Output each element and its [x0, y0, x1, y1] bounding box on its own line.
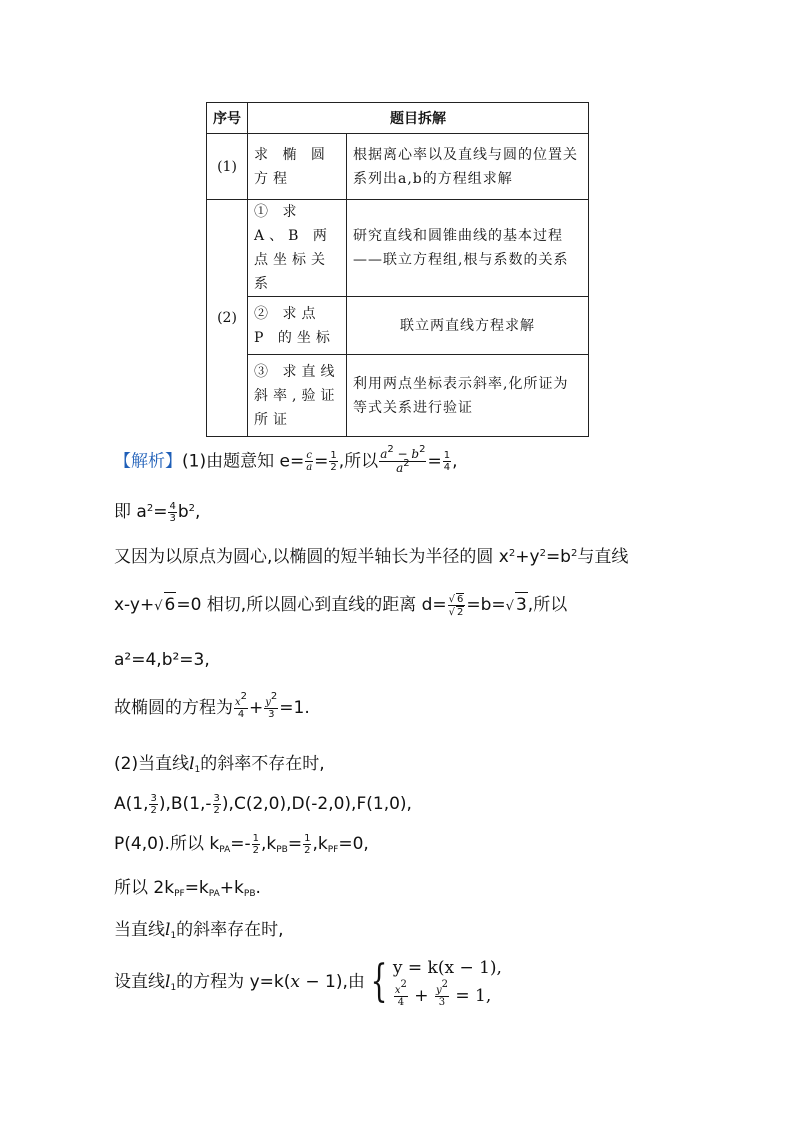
text: =1.: [279, 698, 310, 718]
text: P(4,0).所以 k: [114, 834, 220, 854]
solution-line-7: (2)当直线$l_1$的斜率不存在时,: [114, 754, 325, 775]
solution-line-10: 所以 $2k_{PF}=k_{PA}+k_{PB}$.: [114, 878, 261, 899]
text: 即 a: [114, 502, 147, 522]
text: 当直线: [114, 920, 165, 940]
text: 的斜率不存在时,: [200, 754, 325, 774]
text: 又因为以原点为圆心,以椭圆的短半轴长为半径的圆 x: [114, 547, 509, 567]
system-brace: {: [370, 956, 388, 1007]
table-row: [207, 134, 589, 200]
table-cell-step: 求 椭 圆 方程: [248, 134, 347, 200]
solution-line-2: 即 $a^2=$ $\frac{4}{3}$ $b^2$,: [114, 500, 201, 524]
solution-line-9: P(4,0).所以 $k_{PA}=-$ $\frac{1}{2}$ $,k_{PB}=$ $\frac{1}{2}$ $,k_{PF}=0$,: [114, 832, 369, 856]
fraction: $\frac{1}{4}$: [443, 450, 451, 473]
table-header-no: 序号: [207, 103, 248, 134]
text: 所以 2k: [114, 878, 175, 898]
text: 的斜率存在时,: [176, 920, 284, 940]
system-eq-2: $\frac{x^2}{4}$ + $\frac{y^2}{3}$ = 1,: [394, 979, 492, 1008]
text: 与直线: [577, 547, 629, 567]
solution-line-5: a²=4,b²=3,: [114, 650, 210, 670]
text: ,由: [342, 972, 365, 992]
table-cell-step: ① 求 A、B 两点坐标关系: [248, 200, 347, 297]
table-header-breakdown: 题目拆解: [248, 103, 589, 134]
fraction: $\frac{1}{2}$: [304, 832, 311, 856]
table-row: [207, 200, 589, 297]
fraction: $\frac{1}{2}$: [330, 450, 337, 473]
table-cell-desc: 利用两点坐标表示斜率,化所证为等式关系进行验证: [347, 355, 589, 437]
text: ,所以: [527, 595, 568, 615]
table-cell-step: ② 求点 P 的坐标: [248, 297, 347, 355]
table-cell-no: (2): [207, 200, 248, 437]
fraction: $\frac{a^2 - b^2}{a^2}$: [380, 444, 426, 475]
system-eq-1: y = k(x − 1),: [392, 958, 502, 978]
table-row: [207, 297, 589, 355]
fraction: $\frac{1}{2}$: [252, 832, 259, 856]
text: =0 相切,所以圆心到直线的距离 d=: [176, 595, 447, 615]
text: 设直线: [114, 972, 165, 992]
fraction: $\frac{y^2}{3}$: [435, 979, 448, 1008]
table-cell-desc: 联立两直线方程求解: [347, 297, 589, 355]
solution-line-12: 设直线$l_1$的方程为 y=k(x − 1),由 { y = k(x − 1), $\frac{x^2}{4}$ + $\frac{y^2}{3}$ = 1,: [114, 956, 502, 1008]
text: ),C(2,0),D(-2,0),F(1,0),: [221, 794, 412, 814]
table-header-row: [207, 103, 589, 134]
text: x-y+: [114, 595, 155, 615]
solution-line-3: 又因为以原点为圆心,以椭圆的短半轴长为半径的圆 $x^2+y^2=b^2$与直线: [114, 547, 629, 567]
solution-line-6: 故椭圆的方程为 $\frac{x^2}{4}$ + $\frac{y^2}{3}$ =1.: [114, 690, 310, 720]
text: 故椭圆的方程为: [114, 698, 233, 718]
text: 的方程为 y=k: [176, 972, 284, 992]
table-cell-desc: 根据离心率以及直线与圆的位置关系列出a,b的方程组求解: [347, 134, 589, 200]
table-cell-step: ③ 求直线斜率,验证所证: [248, 355, 347, 437]
solution-label: 【解析】: [114, 451, 182, 472]
equation-system: [393, 954, 502, 1010]
breakdown-table: [206, 102, 589, 437]
text: ,所以: [338, 451, 379, 472]
fraction: $\frac{x^2}{4}$: [235, 690, 248, 720]
fraction: $\frac{c}{a}$: [306, 450, 313, 473]
table-row: [207, 355, 589, 437]
fraction: $\frac{3}{2}$: [150, 792, 157, 816]
fraction: $\frac{x^2}{4}$: [394, 979, 407, 1008]
fraction: $\frac{4}{3}$: [169, 500, 176, 524]
solution-line-1: 【解析】(1)由题意知 e= $\frac{c}{a}$ = $\frac{1}{2}$ ,所以 $\frac{a^2 - b^2}{a^2}$ = $\frac{1}{4}$ ,: [114, 444, 458, 475]
solution-line-11: 当直线$l_1$的斜率存在时,: [114, 920, 284, 941]
text: = 1,: [455, 986, 492, 1006]
table-cell-desc: 研究直线和圆锥曲线的基本过程——联立方程组,根与系数的关系: [347, 200, 589, 297]
text: (2)当直线: [114, 754, 190, 774]
solution-line-4: x-y+√ 6=0 相切,所以圆心到直线的距离 d= $\frac{√ 6}{√ 2}$ =b=√ 3,所以: [114, 593, 568, 618]
fraction: $\frac{y^2}{3}$: [265, 690, 278, 720]
table-cell-no: (1): [207, 134, 248, 200]
text: A(1,: [114, 794, 149, 814]
solution-line-8: [114, 792, 412, 816]
text: (1)由题意知 e=: [182, 451, 305, 472]
fraction: $\frac{√ 6}{√ 2}$: [448, 593, 464, 618]
text: ),B(1,-: [158, 794, 212, 814]
fraction: $\frac{3}{2}$: [213, 792, 220, 816]
